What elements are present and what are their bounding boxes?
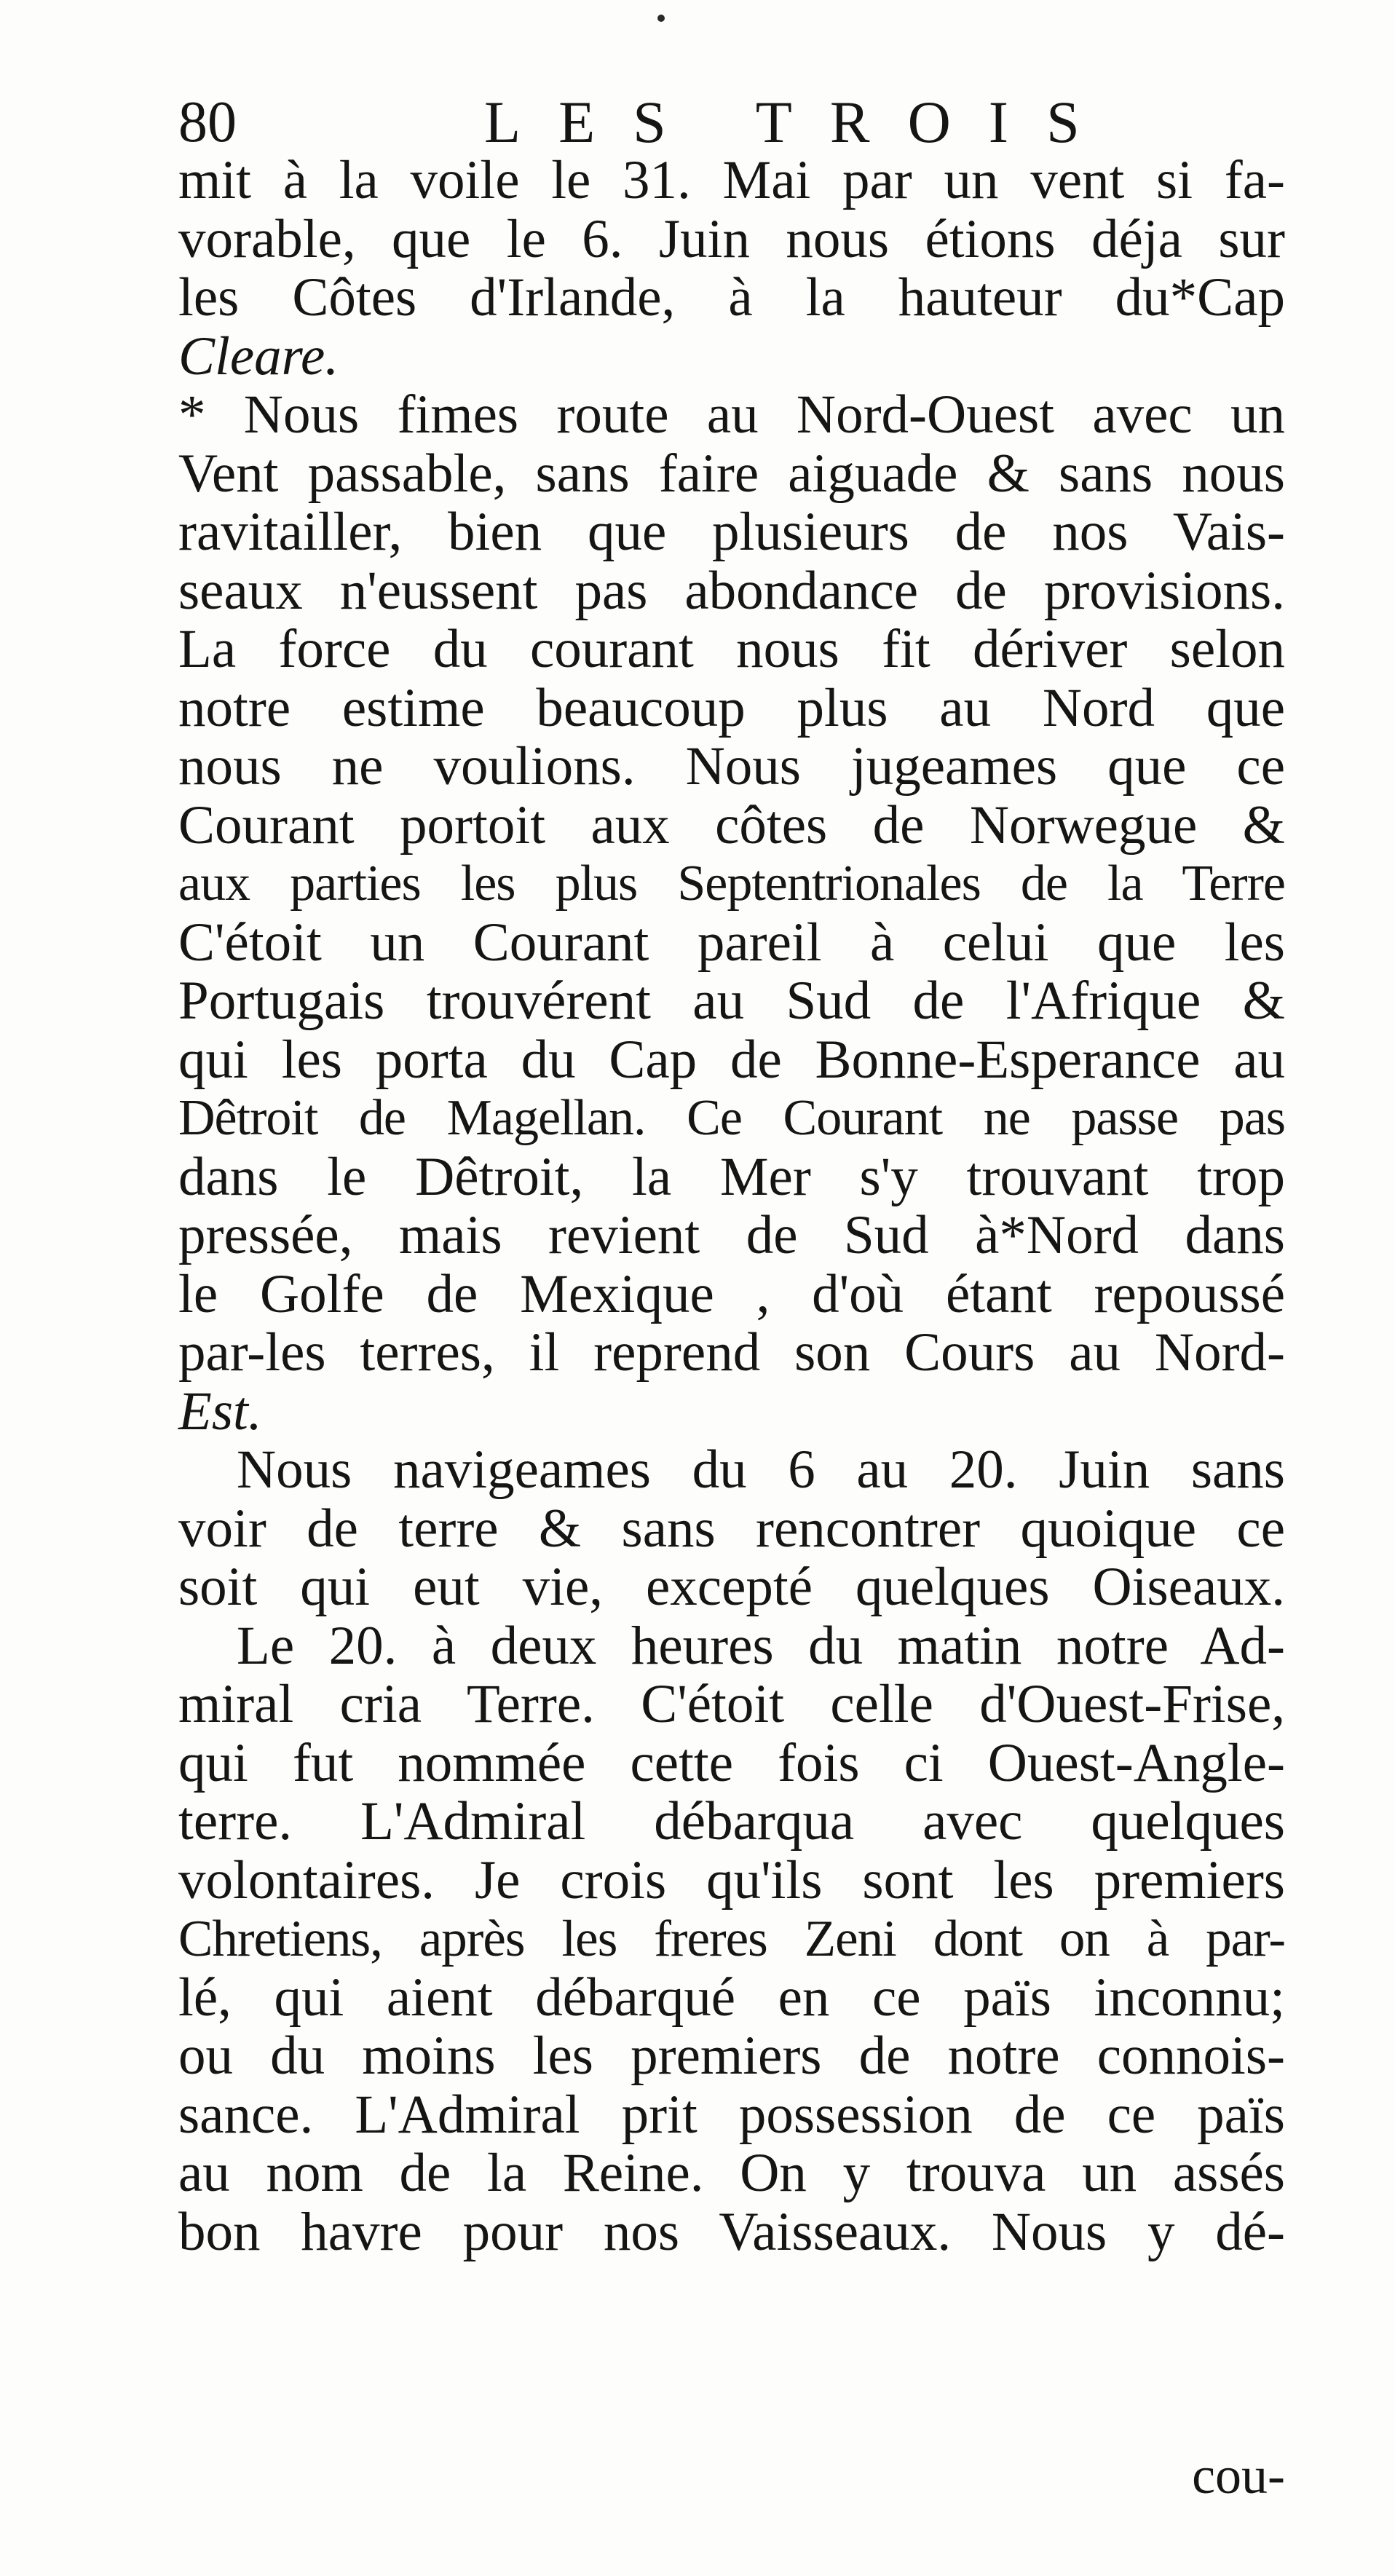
text-line: Nous navigeames du 6 au 20. Juin sans bbox=[237, 1439, 1285, 1500]
text-line: ou du moins les premiers de notre connois- bbox=[178, 2026, 1285, 2086]
text-line: * Nous fimes route au Nord-Ouest avec un bbox=[178, 384, 1285, 445]
text-line: qui fut nommée cette fois ci Ouest-Angle- bbox=[178, 1732, 1285, 1793]
text-line: dans le Dêtroit, la Mer s'y trouvant trop bbox=[178, 1146, 1285, 1207]
text-line: Le 20. à deux heures du matin notre Ad- bbox=[237, 1615, 1285, 1676]
text-line: miral cria Terre. C'étoit celle d'Ouest-Frise, bbox=[178, 1674, 1285, 1734]
text-line: C'étoit un Courant pareil à celui que les bbox=[178, 912, 1285, 973]
text-line: mit à la voile le 31. Mai par un vent si fa- bbox=[178, 150, 1285, 210]
page-body bbox=[178, 150, 1285, 2505]
text-line: Chretiens, après les freres Zeni dont on à par- bbox=[178, 1911, 1285, 1967]
text-line: sance. L'Admiral prit possession de ce païs bbox=[178, 2084, 1285, 2145]
text-line: Cleare. bbox=[178, 325, 339, 387]
text-line: par-les terres, il reprend son Cours au Nord- bbox=[178, 1322, 1285, 1383]
catchword: cou- bbox=[1192, 2446, 1285, 2505]
text-line: pressée, mais revient de Sud à*Nord dans bbox=[178, 1205, 1285, 1265]
text-line: Courant portoit aux côtes de Norwegue & bbox=[178, 794, 1285, 856]
text-line: aux parties les plus Septentrionales de la Terre bbox=[178, 856, 1285, 912]
text-line: vorable, que le 6. Juin nous étions déja sur bbox=[178, 208, 1285, 269]
text-line: ravitailler, bien que plusieurs de nos Vais- bbox=[178, 502, 1285, 562]
text-line: seaux n'eussent pas abondance de provisions. bbox=[178, 560, 1285, 621]
text-line: lé, qui aient débarqué en ce païs inconnu; bbox=[178, 1967, 1285, 2028]
page-number: 80 bbox=[178, 90, 237, 154]
text-line: soit qui eut vie, excepté quelques Oiseaux. bbox=[178, 1557, 1285, 1617]
running-title: LES TROIS bbox=[484, 89, 1118, 155]
text-line: volontaires. Je crois qu'ils sont les premiers bbox=[178, 1849, 1285, 1911]
text-line: le Golfe de Mexique , d'où étant repoussé bbox=[178, 1263, 1285, 1324]
text-line: les Côtes d'Irlande, à la hauteur du*Cap bbox=[178, 267, 1285, 328]
text-line: Dêtroit de Magellan. Ce Courant ne passe pas bbox=[178, 1090, 1285, 1146]
text-line: voir de terre & sans rencontrer quoique ce bbox=[178, 1498, 1285, 1559]
text-line: Portugais trouvérent au Sud de l'Afrique & bbox=[178, 971, 1285, 1031]
page-header bbox=[178, 86, 1285, 159]
printer-mark bbox=[657, 15, 665, 22]
text-line: Vent passable, sans faire aiguade & sans nous bbox=[178, 443, 1285, 504]
text-line: Est. bbox=[178, 1380, 262, 1442]
text-line: au nom de la Reine. On y trouva un assés bbox=[178, 2143, 1285, 2203]
text-line: qui les porta du Cap de Bonne-Esperance au bbox=[178, 1029, 1285, 1090]
text-line: La force du courant nous fit dériver selon bbox=[178, 619, 1285, 679]
text-line: terre. L'Admiral débarqua avec quelques bbox=[178, 1791, 1285, 1852]
text-line: bon havre pour nos Vaisseaux. Nous y dé- bbox=[178, 2201, 1285, 2262]
text-line: nous ne voulions. Nous jugeames que ce bbox=[178, 736, 1285, 797]
text-line: notre estime beaucoup plus au Nord que bbox=[178, 677, 1285, 738]
